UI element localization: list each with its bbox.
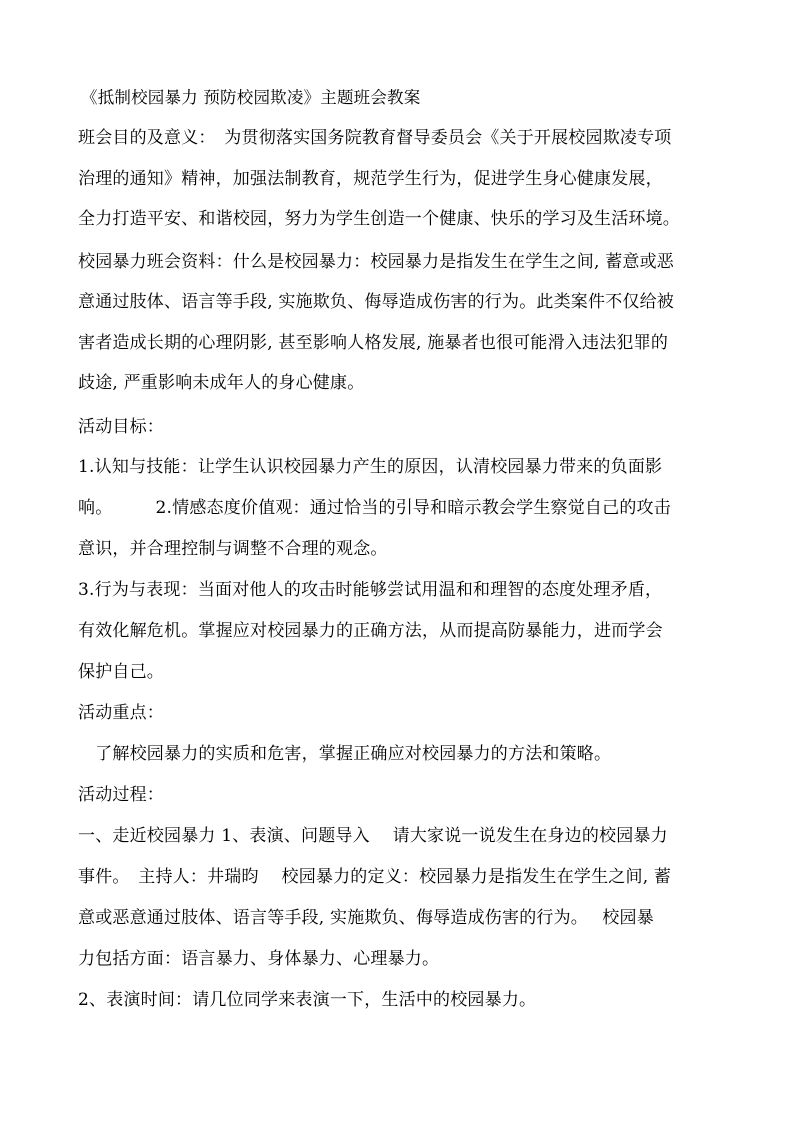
text-line: 歧途, 严重影响未成年人的身心健康。: [78, 373, 365, 393]
text-line: 害者造成长期的心理阴影, 甚至影响人格发展, 施暴者也很可能滑入违法犯罪的: [78, 333, 669, 353]
text-line: 响。 2.情感态度价值观：通过恰当的引导和暗示教会学生察觉自己的攻击: [78, 498, 671, 518]
text-line: 意通过肢体、语言等手段, 实施欺负、侮辱造成伤害的行为。此类案件不仅给被: [78, 292, 675, 312]
text-line: 班会目的及意义： 为贯彻落实国务院教育督导委员会《关于开展校园欺凌专项: [78, 128, 672, 148]
section-heading: 活动重点：: [78, 703, 164, 723]
text-line: 2、表演时间：请几位同学来表演一下，生活中的校园暴力。: [78, 990, 537, 1010]
text-line: 1.认知与技能：让学生认识校园暴力产生的原因，认清校园暴力带来的负面影: [78, 457, 663, 477]
text-line: 全力打造平安、和谐校园，努力为学生创造一个健康、快乐的学习及生活环境。: [78, 209, 680, 229]
text-line: 有效化解危机。掌握应对校园暴力的正确方法，从而提高防暴能力，进而学会: [78, 621, 663, 641]
text-line: 意或恶意通过肢体、语言等手段, 实施欺负、侮辱造成伤害的行为。 校园暴: [78, 908, 654, 928]
text-line: 力包括方面：语言暴力、身体暴力、心理暴力。: [78, 949, 440, 969]
section-heading: 活动过程：: [78, 785, 164, 805]
text-line: 治理的通知》精神，加强法制教育，规范学生行为，促进学生身心健康发展，: [78, 169, 663, 189]
document-title: 《抵制校园暴力 预防校园欺凌》主题班会教案: [81, 88, 421, 107]
text-line: 了解校园暴力的实质和危害，掌握正确应对校园暴力的方法和策略。: [78, 744, 612, 764]
text-line: 一、走近校园暴力 1、表演、问题导入 请大家说一说发生在身边的校园暴力: [78, 826, 668, 846]
text-line: 3.行为与表现：当面对他人的攻击时能够尝试用温和和理智的态度处理矛盾，: [78, 580, 663, 600]
text-line: 意识，并合理控制与调整不合理的观念。: [78, 539, 388, 559]
text-line: 保护自己。: [78, 662, 164, 682]
text-line: 校园暴力班会资料：什么是校园暴力：校园暴力是指发生在学生之间, 蓄意或恶: [78, 252, 675, 272]
section-heading: 活动目标：: [78, 417, 164, 437]
text-line: 事件。 主持人：井瑞昀 校园暴力的定义：校园暴力是指发生在学生之间, 蓄: [78, 867, 672, 887]
